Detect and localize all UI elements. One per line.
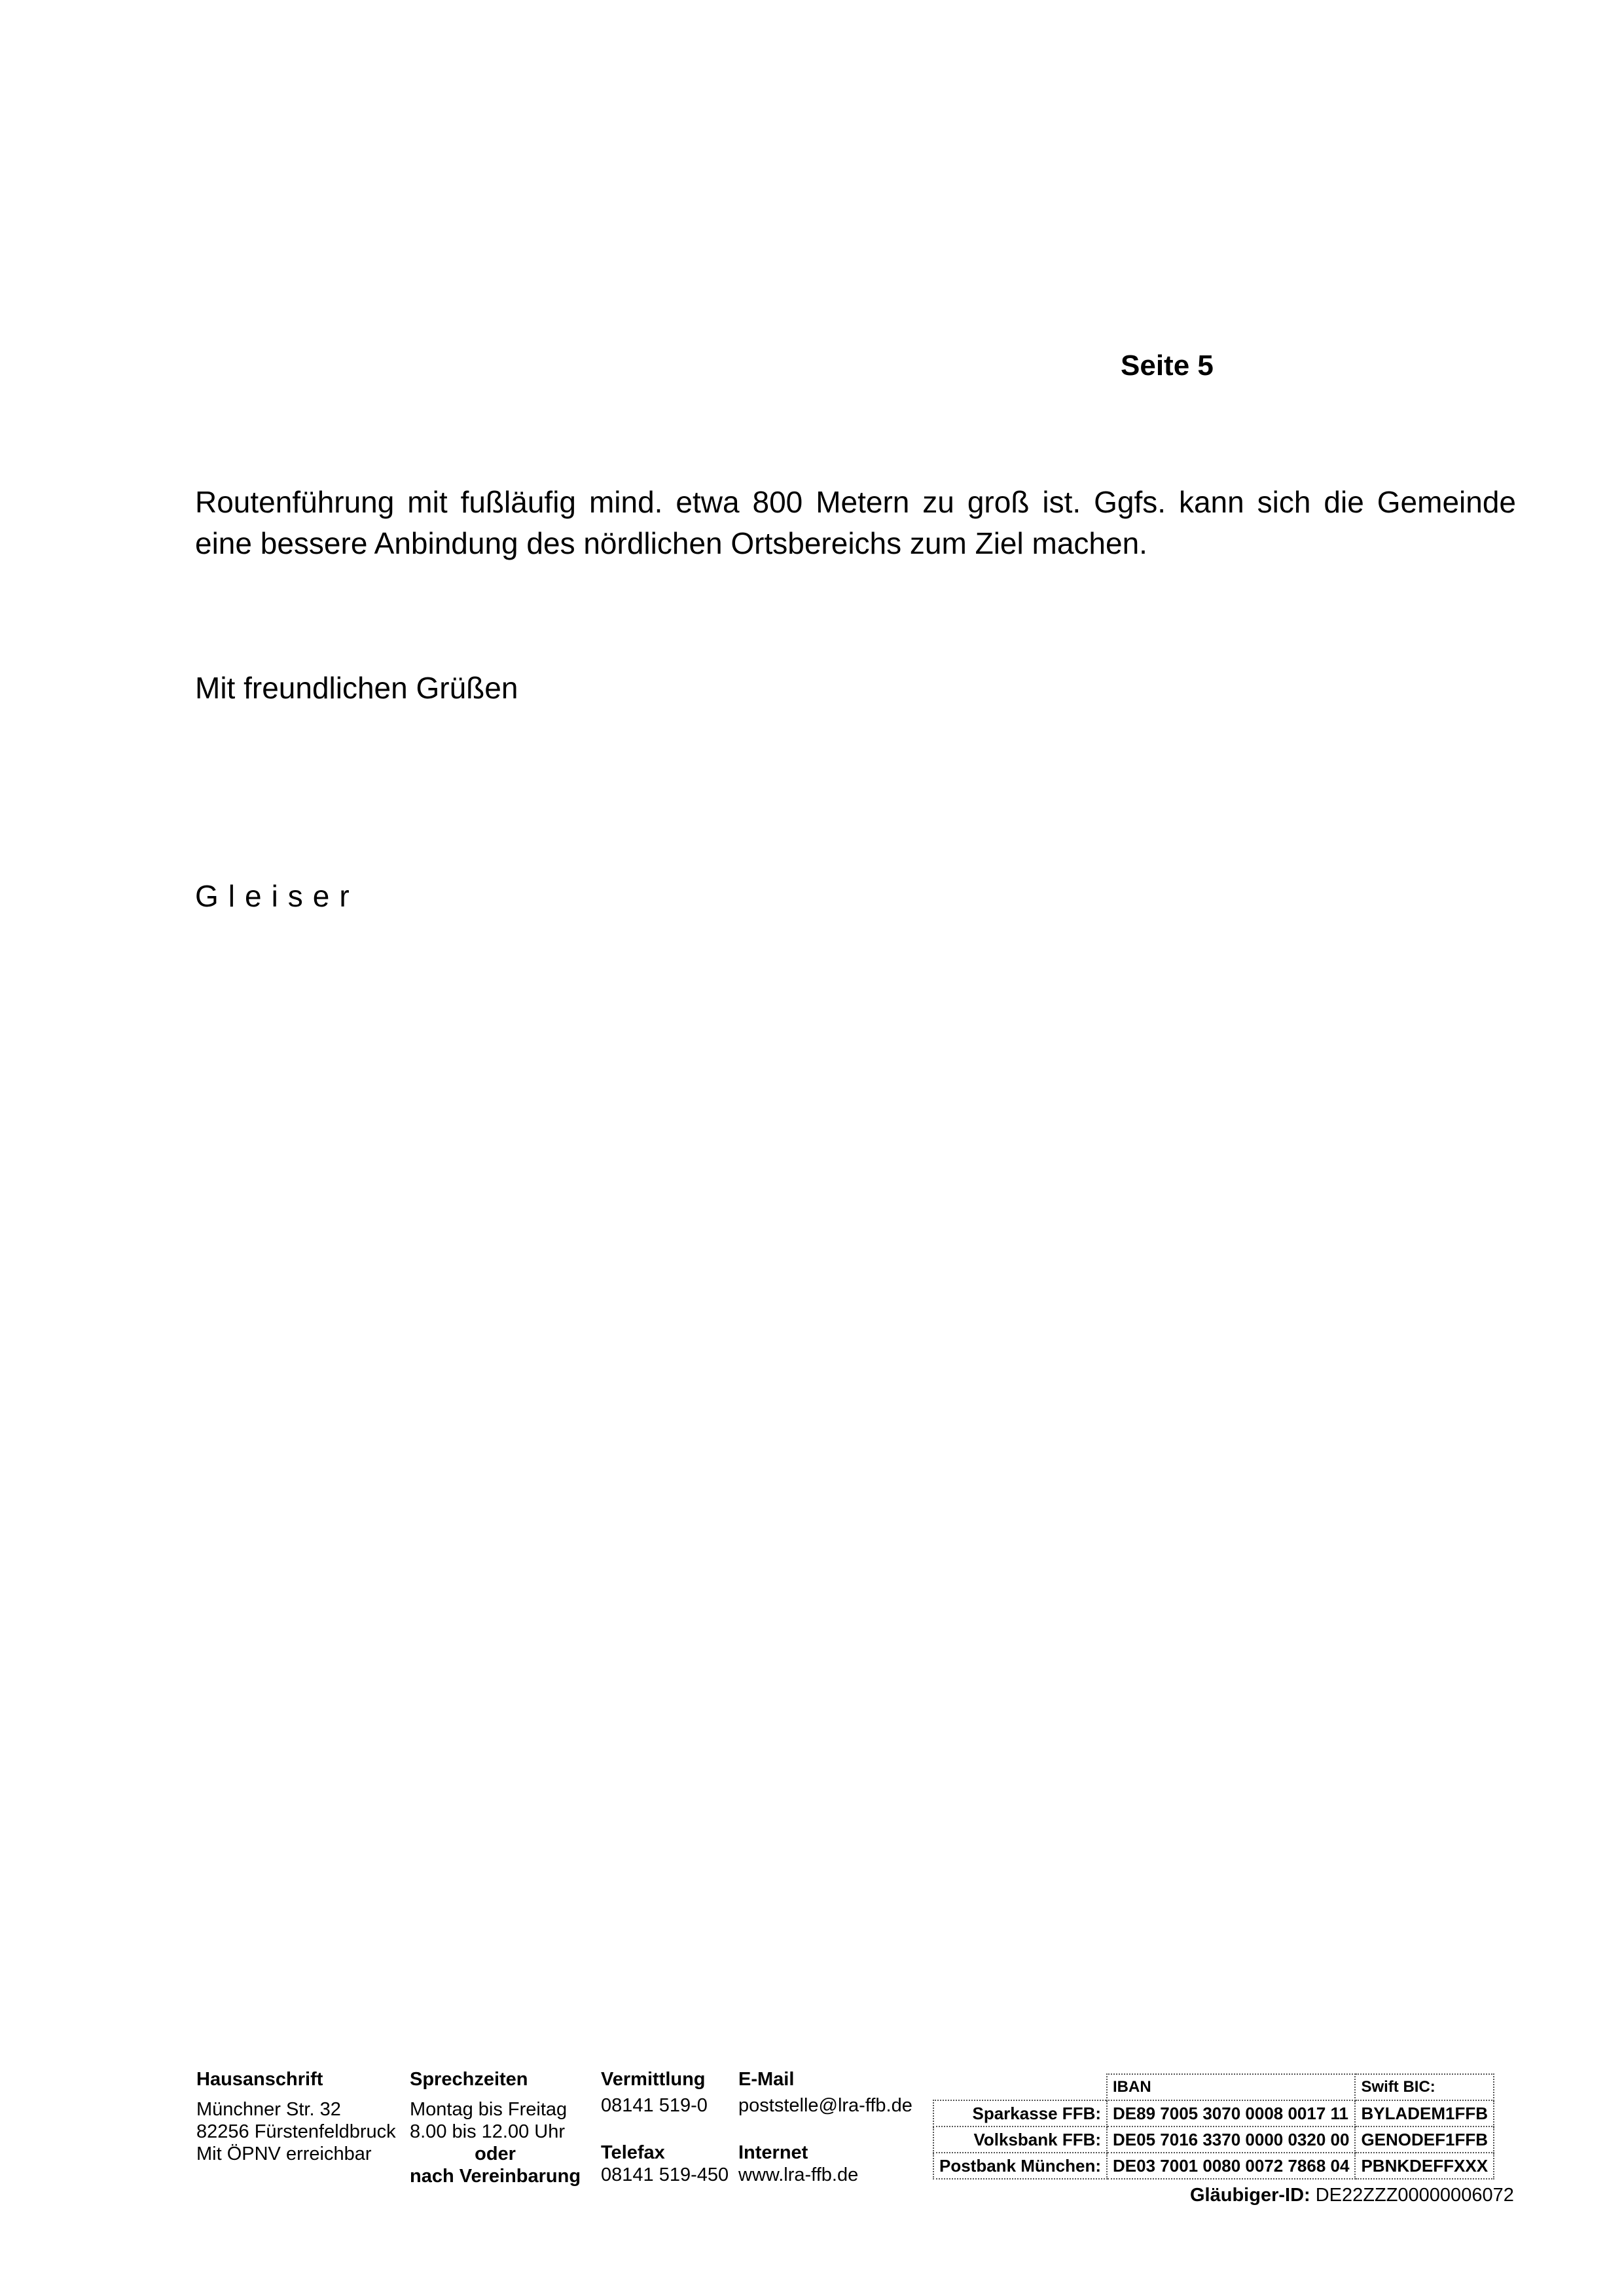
body-line: Routenführung mit fußläufig mind. etwa 800 Metern zu groß ist. Ggfs. kann sich die Gemeinde [195, 485, 1516, 519]
footer-hours-line: Montag bis Freitag [410, 2099, 568, 2120]
creditor-id-label: Gläubiger-ID: [1190, 2185, 1310, 2206]
footer-phone [601, 2068, 729, 2186]
footer-hours-line: nach Vereinbarung [410, 2166, 581, 2187]
bank-row [933, 2100, 1494, 2126]
bank-table [933, 2073, 1494, 2179]
signature-name: Gleiser [195, 879, 359, 913]
footer-phone-heading: Vermittlung [601, 2069, 706, 2090]
footer-fax-value: 08141 519-450 [601, 2164, 729, 2185]
footer-address-line: Mit ÖPNV erreichbar [196, 2144, 372, 2164]
bank-iban: DE03 7001 0080 0072 7868 04 [1107, 2153, 1355, 2179]
page-number: Seite 5 [1121, 350, 1214, 382]
footer-email-value[interactable]: poststelle@lra-ffb.de [738, 2095, 912, 2116]
footer-phone-value: 08141 519-0 [601, 2095, 708, 2116]
footer-address [196, 2068, 396, 2165]
bank-name: Volksbank FFB: [933, 2126, 1107, 2153]
bank-iban: DE05 7016 3370 0000 0320 00 [1107, 2126, 1355, 2153]
body-line: eine bessere Anbindung des nördlichen Ortsbereichs zum Ziel machen. [195, 526, 1147, 560]
footer-hours-line: oder [475, 2144, 516, 2164]
closing-salutation: Mit freundlichen Grüßen [195, 671, 518, 705]
footer-address-line: 82256 Fürstenfeldbruck [196, 2121, 396, 2142]
footer-hours-line: 8.00 bis 12.00 Uhr [410, 2121, 565, 2142]
body-paragraph [195, 482, 1516, 564]
footer-email-heading: E-Mail [738, 2069, 795, 2090]
bank-name: Sparkasse FFB: [933, 2100, 1107, 2126]
footer-hours-heading: Sprechzeiten [410, 2069, 528, 2090]
creditor-id [1190, 2185, 1514, 2206]
bank-table-header [933, 2074, 1494, 2100]
creditor-id-value: DE22ZZZ00000006072 [1315, 2185, 1514, 2206]
bank-row [933, 2126, 1494, 2153]
bank-iban: DE89 7005 3070 0008 0017 11 [1107, 2100, 1355, 2126]
bank-name: Postbank München: [933, 2153, 1107, 2179]
footer-web-heading: Internet [738, 2142, 808, 2163]
footer-hours [410, 2068, 581, 2187]
footer-email [738, 2068, 912, 2186]
footer-web-value[interactable]: www.lra-ffb.de [738, 2164, 859, 2185]
bank-bic: PBNKDEFFXXX [1355, 2153, 1494, 2179]
footer-address-line: Münchner Str. 32 [196, 2099, 341, 2120]
bank-bic: BYLADEM1FFB [1355, 2100, 1494, 2126]
bank-row [933, 2153, 1494, 2179]
footer-address-heading: Hausanschrift [196, 2069, 323, 2090]
bank-iban-header: IBAN [1107, 2074, 1355, 2100]
bank-bic-header: Swift BIC: [1355, 2074, 1494, 2100]
bank-bic: GENODEF1FFB [1355, 2126, 1494, 2153]
footer-fax-heading: Telefax [601, 2142, 665, 2163]
bank-table-blank [933, 2074, 1107, 2100]
